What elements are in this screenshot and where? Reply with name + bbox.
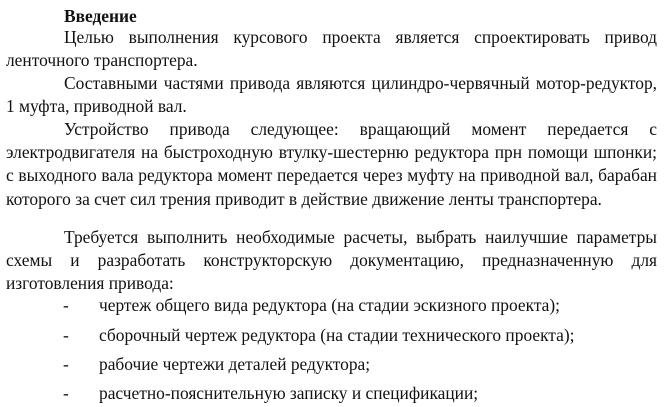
list-marker: - bbox=[63, 295, 69, 315]
list-item bbox=[0, 323, 666, 347]
list-item-text: рабочие чертежи деталей редуктора; bbox=[99, 354, 371, 374]
list-marker: - bbox=[63, 354, 69, 374]
paragraph-goal: Целью выполнения курсового проекта является спроектировать привод ленточного транспортера. bbox=[6, 27, 657, 71]
section-heading: Введение bbox=[64, 6, 137, 26]
paragraph-components: Составными частями привода являются цилиндро-червячный мотор-редуктор, 1 муфта, приводной вал. bbox=[6, 73, 657, 117]
list-item-text: расчетно-пояснительную записку и спецификации; bbox=[99, 383, 479, 403]
list-item bbox=[0, 352, 666, 376]
list-item-text: сборочный чертеж редуктора (на стадии технического проекта); bbox=[99, 325, 575, 345]
paragraph-device: Устройство привода следующее: вращающий момент передается с электродвигателя на быстроходную втулку-шестерню редуктора прн помощи шпонки; с выходного вала редуктора момент передается через муфту на приводной вал, барабан которого за счет сил трения приводит в действие движение ленты транспортера. bbox=[6, 119, 657, 209]
list-item-text: чертеж общего вида редуктора (на стадии эскизного проекта); bbox=[99, 295, 560, 315]
list-marker: - bbox=[63, 325, 69, 345]
list-item bbox=[0, 293, 666, 317]
paragraph-requirements: Требуется выполнить необходимые расчеты, выбрать наилучшие параметры схемы и разработать конструкторскую документацию, предназначенную для изготовления привода: bbox=[6, 227, 657, 294]
list-item bbox=[0, 381, 666, 405]
list-marker: - bbox=[63, 383, 69, 403]
